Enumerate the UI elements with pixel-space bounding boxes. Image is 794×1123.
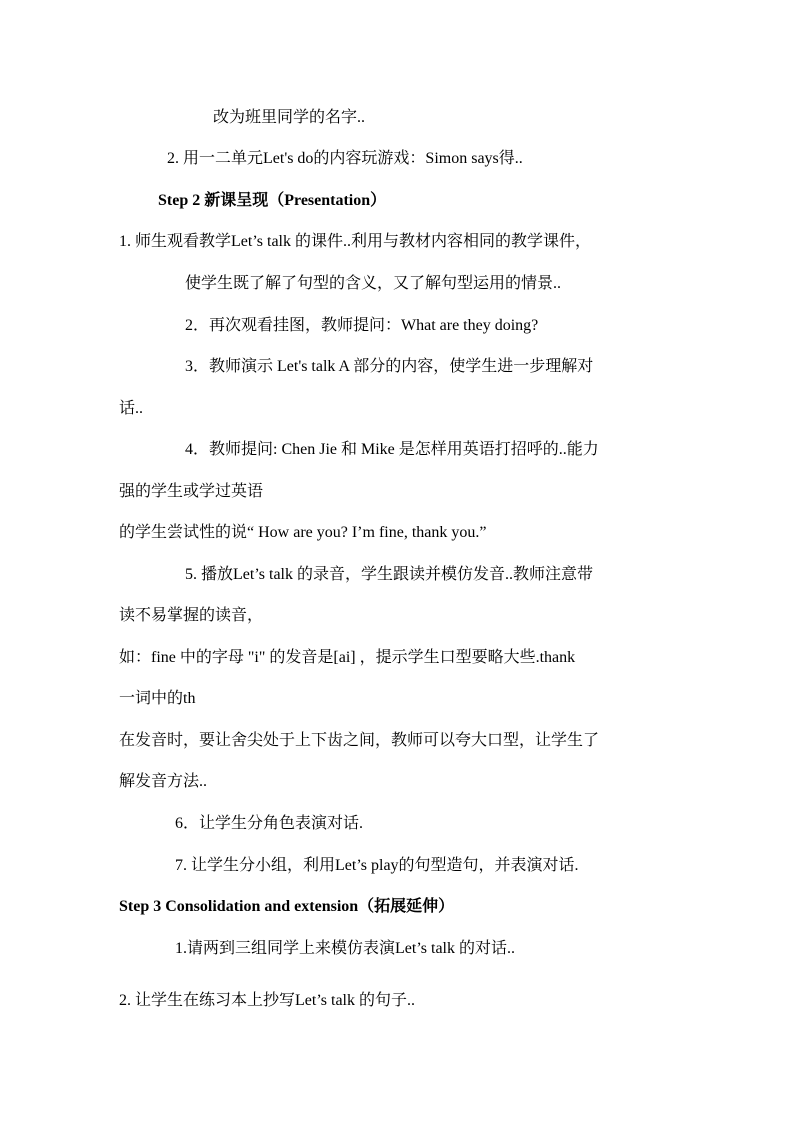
text-line: 一词中的th — [119, 690, 196, 707]
text-line: 使学生既了解了句型的含义，又了解句型运用的情景.. — [185, 275, 562, 292]
text-line: 解发音方法.. — [119, 773, 208, 790]
list-item: 2. 用一二单元Let's do的内容玩游戏：Simon says得.. — [167, 150, 523, 167]
text-line: 读不易掌握的读音， — [119, 607, 264, 624]
section-heading: Step 2 新课呈现（Presentation） — [158, 192, 387, 209]
list-item: 4．教师提问: Chen Jie 和 Mike 是怎样用英语打招呼的..能力 — [185, 441, 599, 458]
list-item: 2. 让学生在练习本上抄写Let’s talk 的句子.. — [119, 992, 415, 1009]
text-line: 强的学生或学过英语 — [119, 483, 264, 500]
list-item: 1. 师生观看教学Let’s talk 的课件..利用与教材内容相同的教学课件， — [119, 233, 591, 250]
text-line: 改为班里同学的名字.. — [213, 109, 366, 126]
list-item: 3．教师演示 Let's talk A 部分的内容，使学生进一步理解对 — [185, 358, 594, 375]
list-item: 2．再次观看挂图，教师提问：What are they doing? — [185, 317, 539, 334]
list-item: 6．让学生分角色表演对话. — [175, 815, 364, 832]
text-line: 在发音时，要让舍尖处于上下齿之间，教师可以夸大口型，让学生了 — [119, 732, 600, 749]
text-line: 话.. — [119, 400, 144, 417]
text-line: 的学生尝试性的说“ How are you? I’m fine, thank you.” — [119, 524, 487, 541]
list-item: 1.请两到三组同学上来模仿表演Let’s talk 的对话.. — [175, 940, 515, 957]
section-heading: Step 3 Consolidation and extension（拓展延伸） — [119, 898, 455, 915]
list-item: 7. 让学生分小组，利用Let’s play的句型造句，并表演对话. — [175, 857, 579, 874]
list-item: 5. 播放Let’s talk 的录音，学生跟读并模仿发音..教师注意带 — [185, 566, 593, 583]
text-line: 如：fine 中的字母 "i" 的发音是[ai] ，提示学生口型要略大些.thank — [119, 649, 576, 666]
